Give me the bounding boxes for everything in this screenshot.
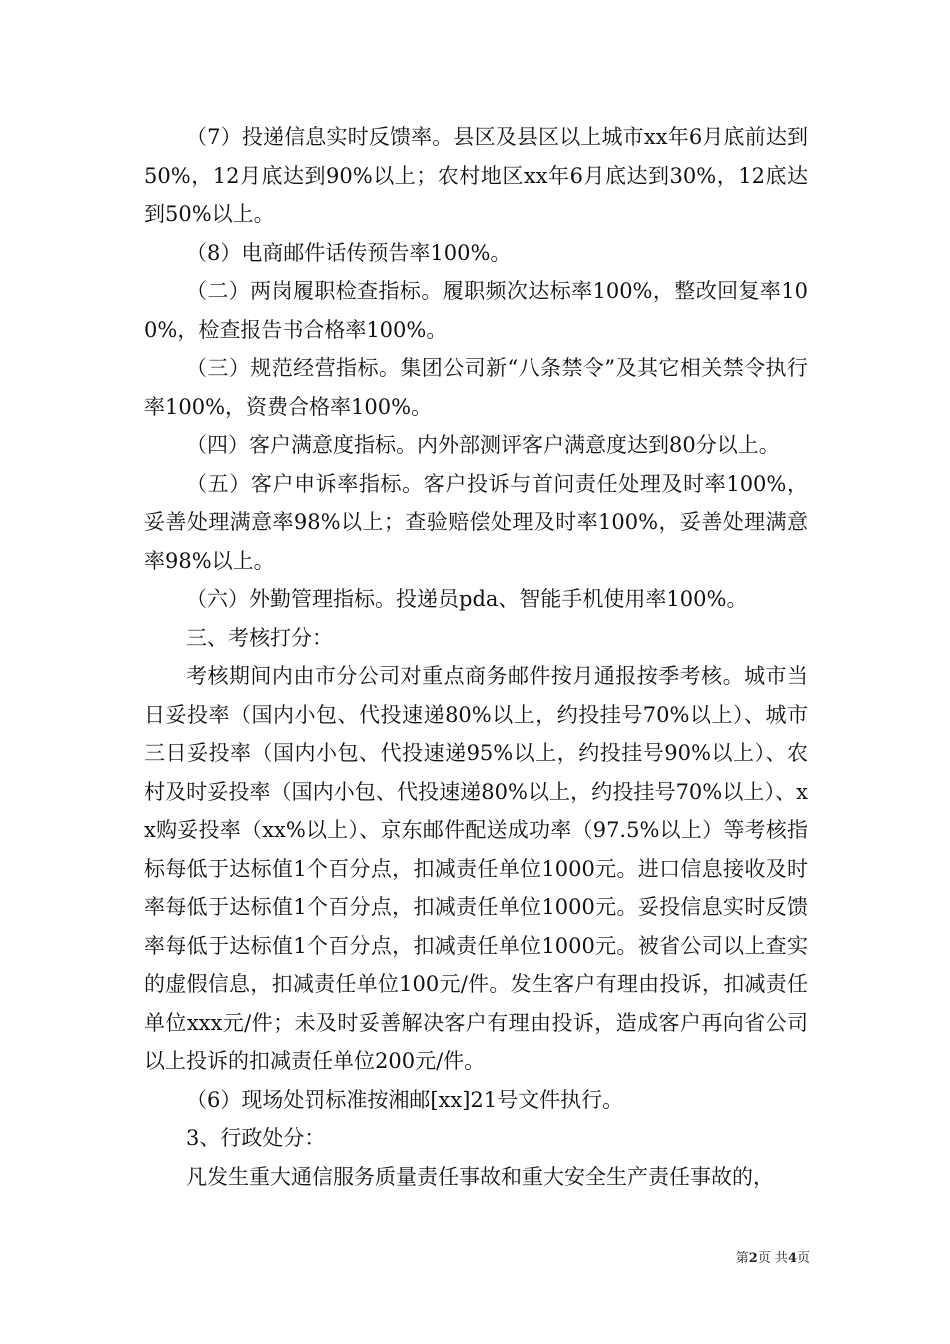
paragraph-customer-satisfaction: （四）客户满意度指标。内外部测评客户满意度达到80分以上。 (186, 433, 780, 457)
footer-total-pages: 4 (787, 1251, 797, 1266)
footer-prefix: 第 (735, 1251, 749, 1266)
paragraph-duty-inspection: （二）两岗履职检查指标。履职频次达标率100%，整改回复率100%，检查报告书合格率100%。 (144, 279, 808, 342)
paragraph-complaint-rate: （五）客户申诉率指标。客户投诉与首问责任处理及时率100%，妥善处理满意率98%以上；查验赔偿处理及时率100%，妥善处理满意率98%以上。 (144, 471, 808, 573)
paragraph-standard-operation: （三）规范经营指标。集团公司新“八条禁令”及其它相关禁令执行率100%，资费合格率100%。 (144, 356, 808, 419)
footer-current-page: 2 (748, 1251, 758, 1266)
page-number-footer (700, 1250, 810, 1268)
paragraph-assessment-scoring: 考核期间内由市分公司对重点商务邮件按月通报按季考核。城市当日妥投率（国内小包、代投速递80%以上，约投挂号70%以上）、城市三日妥投率（国内小包、代投速递95%以上，约投挂号90%以上）、农村及时妥投率（国内小包、代投速递80%以上，约投挂号70%以上）、xx购妥投率（xx%以上）、京东邮件配送成功率（97.5%以上）等考核指标每低于达标值1个百分点，扣减责任单位1000元。进口信息接收及时率每低于达标值1个百分点，扣减责任单位1000元。妥投信息实时反馈率每低于达标值1个百分点，扣减责任单位1000元。被省公司以上查实的虚假信息，扣减责任单位100元/件。发生客户有理由投诉，扣减责任单位xxx元/件；未及时妥善解决客户有理由投诉，造成客户再向省公司以上投诉的扣减责任单位200元/件。 (144, 664, 808, 1073)
section-heading-assessment: 三、考核打分： (186, 625, 333, 650)
document-body (144, 118, 808, 1196)
footer-middle: 页 共 (757, 1251, 788, 1266)
paragraph-delivery-feedback: （7）投递信息实时反馈率。县区及县区以上城市xx年6月底前达到50%，12月底达到90%以上；农村地区xx年6月底达到30%，12底达到50%以上。 (144, 125, 808, 226)
paragraph-ecommerce-notice: （8）电商邮件话传预告率100%。 (186, 240, 512, 265)
paragraph-major-accident: 凡发生重大通信服务质量责任事故和重大安全生产责任事故的， (186, 1164, 774, 1189)
paragraph-field-management: （六）外勤管理指标。投递员pda、智能手机使用率100%。 (186, 587, 748, 611)
paragraph-onsite-penalty: （6）现场处罚标准按湘邮[xx]21号文件执行。 (186, 1087, 624, 1112)
section-heading-administrative: 3、行政处分： (186, 1126, 326, 1150)
footer-suffix: 页 (796, 1251, 810, 1266)
